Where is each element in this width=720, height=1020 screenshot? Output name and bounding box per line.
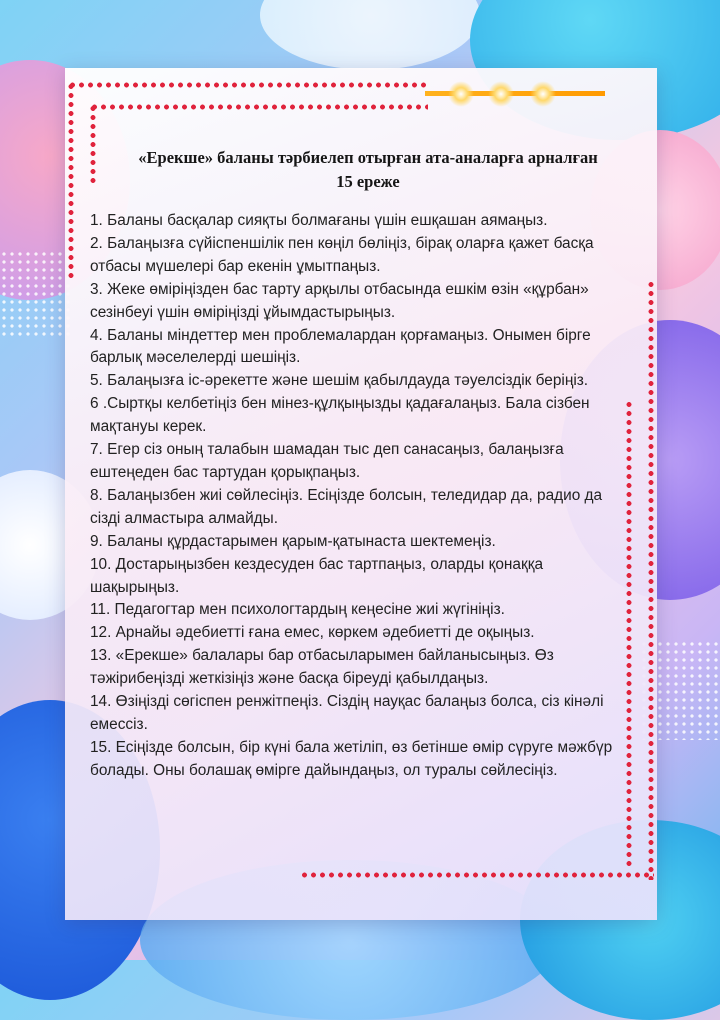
title-line-1: «Ерекше» баланы тәрбиелеп отырған ата-аналарға арналған <box>138 148 598 167</box>
sparkle-icon <box>530 81 556 107</box>
decorative-dot-grid <box>0 250 70 340</box>
rule-item: 6 .Сыртқы келбетіңіз бен мінез-құлқыңызды қадағалаңыз. Бала сізбен мақтануы керек. <box>90 395 590 436</box>
background-bubble <box>260 0 480 70</box>
rule-item: 4. Баланы міндеттер мен проблемалардан қорғамаңыз. Онымен бірге барлық мәселелерді шешіңіз. <box>90 326 591 367</box>
dotted-border-right <box>648 280 654 880</box>
title-line-2: 15 ереже <box>336 172 400 191</box>
rule-item: 14. Өзіңізді сөгіспен ренжітпеңіз. Сіздің науқас балаңыз болса, сіз кінәлі емессіз. <box>90 693 604 733</box>
sparkle-icon <box>488 81 514 107</box>
rule-item: 1. Баланы басқалар сияқты болмағаны үшін ешқашан аямаңыз. <box>90 212 548 229</box>
document-title <box>88 146 648 194</box>
rules-list <box>90 210 635 783</box>
dotted-border-bottom <box>300 872 654 878</box>
rule-item: 3. Жеке өміріңізден бас тарту арқылы отбасында ешкім өзін «құрбан» сезінбеуі үшін өміріңізді ұйымдастырыңыз. <box>90 280 589 321</box>
rule-item: 15. Есіңізде болсын, бір күні бала жетіліп, өз бетінше өмір сүруге мәжбүр болады. Оны болашақ өмірге дайындаңыз, ол туралы сөйлесіңіз. <box>90 738 613 779</box>
rule-item: 7. Егер сіз оның талабын шамадан тыс деп санасаңыз, балаңызға ештеңеден бас тартудан қорықпаңыз. <box>90 441 564 481</box>
sparkle-icon <box>448 81 474 107</box>
rule-item: 10. Достарыңызбен кездесуден бас тартпаңыз, оларды қонаққа шақырыңыз. <box>90 555 544 596</box>
rule-item: 8. Балаңызбен жиі сөйлесіңіз. Есіңізде болсын, теледидар да, радио да сізді алмастыра алмайды. <box>90 486 603 527</box>
rule-item: 13. «Ерекше» балалары бар отбасыларымен байланысыңыз. Өз тәжірибеңізді жеткізіңіз және басқа біреуді қабылдаңыз. <box>90 647 554 688</box>
rule-item: 12. Арнайы әдебиетті ғана емес, көркем әдебиетті де оқыңыз. <box>90 624 535 642</box>
rule-item: 2. Балаңызға сүйіспеншілік пен көңіл бөліңіз, бірақ оларға қажет басқа отбасы мүшелері бар екенін ұмытпаңыз. <box>90 234 594 275</box>
rule-item: 9. Баланы құрдастарымен қарым-қатынаста шектемеңіз. <box>90 532 496 550</box>
rule-item: 11. Педагогтар мен психологтардың кеңесіне жиі жүгініңіз. <box>90 601 505 619</box>
dotted-border-top <box>68 82 428 88</box>
dotted-border-left <box>68 82 74 282</box>
rule-item: 5. Балаңызға іс-әрекетте және шешім қабылдауда тәуелсіздік беріңіз. <box>90 372 589 390</box>
dotted-border-top-inner <box>90 104 428 110</box>
